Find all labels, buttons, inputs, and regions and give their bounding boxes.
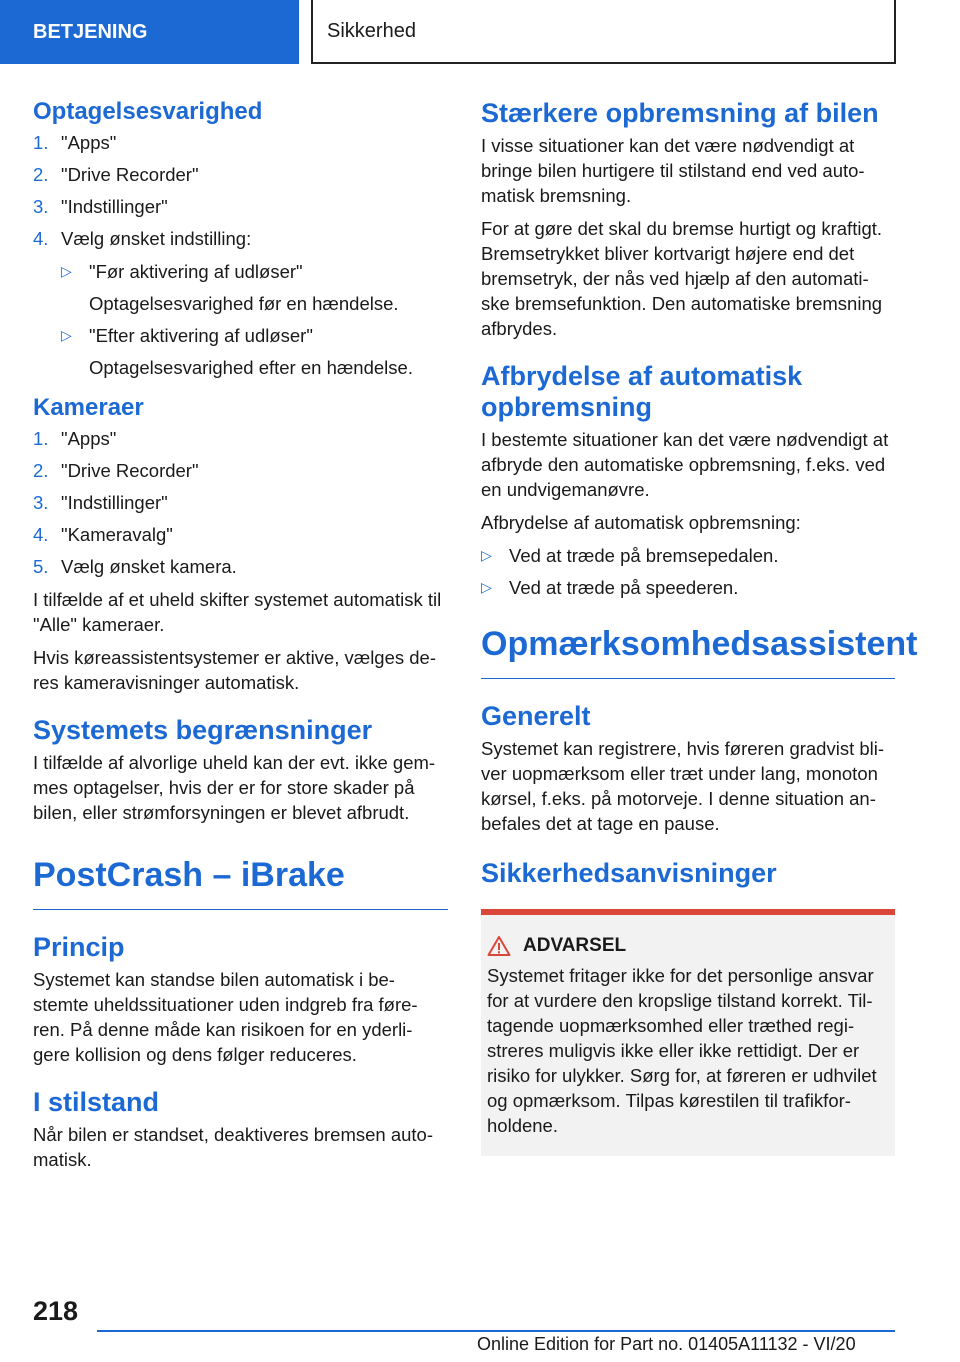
interrupt-options	[481, 543, 895, 600]
principle-heading: Princip	[33, 932, 125, 962]
interrupt-paragraph: Afbrydelse af automatisk opbremsning:	[481, 512, 801, 533]
cameras-paragraph: Hvis køreassistentsystemer er aktive, vælges de-res kameravisninger automatisk.	[33, 647, 437, 693]
list-item: 3. "Indstillinger"	[33, 196, 168, 217]
section-tab	[0, 0, 299, 64]
list-item: 4. Vælg ønsket indstilling:	[33, 228, 252, 249]
list-item: ▷ Ved at træde på bremsepedalen.	[481, 545, 779, 566]
left-column	[33, 98, 448, 1180]
bullet-triangle-icon: ▷	[481, 547, 492, 563]
stronger-paragraph: For at gøre det skal du bremse hurtigt og kraftigt. Bremsetrykket bliver kortvarigt højere end det bremsetryk, der nås ved hjælp af den automati-ske bremsefunktion. Den automatiske bremsning afbrydes.	[481, 218, 883, 339]
warning-label: ADVARSEL	[523, 935, 627, 956]
chapter-tab	[311, 0, 896, 64]
camera-steps	[33, 426, 448, 579]
list-item: 3. "Indstillinger"	[33, 492, 168, 513]
list-item: 1. "Apps"	[33, 428, 117, 449]
list-item: 2. "Drive Recorder"	[33, 164, 199, 185]
list-item: 2. "Drive Recorder"	[33, 460, 199, 481]
postcrash-heading: PostCrash – iBrake	[33, 855, 448, 910]
principle-text: Systemet kan standse bilen automatisk i be-stemte uheldssituationer uden indgreb fra føre-ren. På denne måde kan risikoen for en yderli-gere kollision og dens følger reduceres.	[33, 969, 418, 1065]
list-item: 5. Vælg ønsket kamera.	[33, 556, 237, 577]
general-heading: Generelt	[481, 701, 591, 731]
bullet-triangle-icon: ▷	[61, 263, 72, 279]
bullet-triangle-icon: ▷	[61, 327, 72, 343]
limits-text: I tilfælde af alvorlige uheld kan der evt. ikke gem-mes optagelser, hvis der er for store skader på bilen, eller strømforsyningen er blevet afbrudt.	[33, 752, 436, 823]
warning-text: Systemet fritager ikke for det personlige ansvar for at vurdere den kropslige tilstand korrekt. Til-tagende uopmærksomhed eller træthed regi-streres muligvis ikke eller ikke rettidigt. Der er risiko for ulykker. Sørg for, at føreren er udhvilet og opmærksom. Tilpas kørestilen til trafikfor-holdene.	[487, 965, 877, 1136]
warning-triangle-icon	[487, 935, 511, 957]
recording-steps	[33, 130, 448, 251]
stronger-paragraph: I visse situationer kan det være nødvendigt at bringe bilen hurtigere til stilstand end ved auto-matisk bremsning.	[481, 135, 865, 206]
section-label: BETJENING	[33, 20, 148, 43]
right-column	[481, 98, 918, 1156]
list-item: ▷ Ved at træde på speederen.	[481, 577, 739, 598]
standstill-text: Når bilen er standset, deaktiveres bremsen auto-matisk.	[33, 1124, 434, 1170]
stronger-braking-heading: Stærkere opbremsning af bilen	[481, 98, 879, 128]
cameras-heading: Kameraer	[33, 394, 144, 421]
interrupt-paragraph: I bestemte situationer kan det være nødvendigt at afbryde den automatiske opbremsning, f.eks. ved en undvigemanøvre.	[481, 429, 889, 500]
bullet-triangle-icon: ▷	[481, 579, 492, 595]
general-text: Systemet kan registrere, hvis føreren gradvist bli-ver uopmærksom eller træt under lang, monoton kørsel, f.eks. på motorveje. I denne situation an-befales det at tage en pause.	[481, 738, 885, 834]
chapter-label: Sikkerhed	[327, 19, 416, 42]
list-item: 1. "Apps"	[33, 132, 117, 153]
list-item: 4. "Kameravalg"	[33, 524, 173, 545]
safety-heading: Sikkerhedsanvisninger	[481, 858, 777, 888]
edition-text: Online Edition for Part no. 01405A11132 - VI/20	[477, 1334, 856, 1354]
recording-duration-heading: Optagelsesvarighed	[33, 98, 263, 125]
warning-header	[487, 935, 887, 957]
limits-heading: Systemets begrænsninger	[33, 715, 373, 745]
warning-box	[481, 909, 895, 1156]
cameras-paragraph: I tilfælde af et uheld skifter systemet automatisk til "Alle" kameraer.	[33, 589, 442, 635]
attention-assistant-heading: Opmærksomhedsassistent	[481, 624, 895, 679]
recording-options	[33, 259, 448, 380]
list-item: ▷ "Efter aktivering af udløser" Optagelsesvarighed efter en hændelse.	[61, 325, 413, 378]
page-number: 218	[33, 1296, 79, 1326]
interrupt-heading: Afbrydelse af automatisk opbremsning	[481, 361, 803, 422]
list-item: ▷ "Før aktivering af udløser" Optagelsesvarighed før en hændelse.	[61, 261, 399, 314]
footer-divider	[97, 1330, 895, 1332]
standstill-heading: I stilstand	[33, 1087, 160, 1117]
